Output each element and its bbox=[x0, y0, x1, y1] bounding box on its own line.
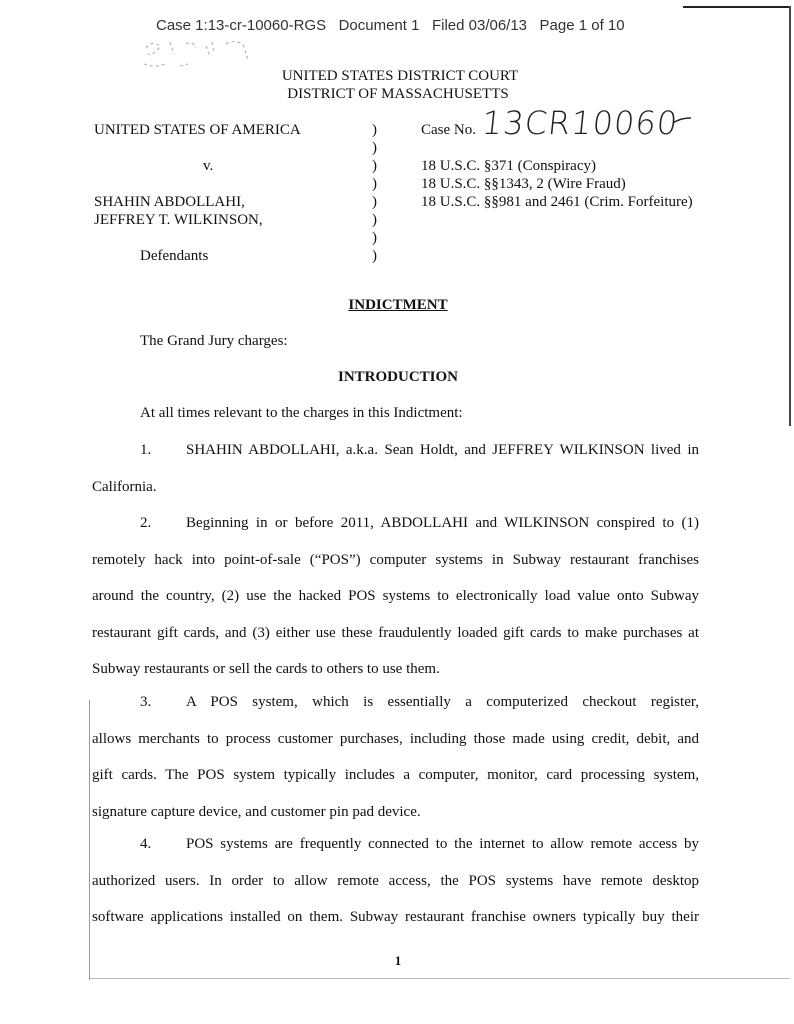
scan-edge-top bbox=[683, 6, 791, 8]
caption-paren: ) bbox=[372, 212, 377, 228]
paragraph-number: 2. bbox=[140, 515, 152, 531]
charge-forfeiture: 18 U.S.C. §§981 and 2461 (Crim. Forfeiture) bbox=[421, 194, 693, 210]
handwritten-dash-icon bbox=[672, 116, 692, 126]
paragraph-line: SHAHIN ABDOLLAHI, a.k.a. Sean Holdt, and JEFFREY WILKINSON lived in bbox=[186, 442, 699, 458]
court-district: DISTRICT OF MASSACHUSETTS bbox=[287, 86, 509, 102]
page-number: 1 bbox=[394, 953, 402, 968]
paragraph-2 bbox=[92, 505, 699, 688]
paragraph-3 bbox=[92, 684, 699, 830]
defendants-label: Defendants bbox=[140, 248, 209, 264]
charge-wire-fraud: 18 U.S.C. §§1343, 2 (Wire Fraud) bbox=[421, 176, 626, 192]
caption-paren: ) bbox=[372, 230, 377, 246]
paragraph-line: restaurant gift cards, and (3) either use these fraudulently loaded gift cards to make purchases at bbox=[92, 624, 699, 641]
paragraph-line: gift cards. The POS system typically includes a computer, monitor, card processing system, bbox=[92, 767, 699, 783]
caption-paren: ) bbox=[372, 176, 377, 192]
caption-paren: ) bbox=[372, 122, 377, 138]
case-header: Case 1:13-cr-10060-RGS Document 1 Filed 03/06/13 Page 1 of 10 bbox=[156, 17, 625, 34]
case-number-label: Case No. bbox=[421, 122, 476, 138]
caption-paren: ) bbox=[372, 158, 377, 174]
paragraph-number: 1. bbox=[140, 442, 152, 458]
caption-paren: ) bbox=[372, 140, 377, 156]
paragraph-line: allows merchants to process customer purchases, including those made using credit, debit, and bbox=[92, 730, 699, 747]
defendant-1: SHAHIN ABDOLLAHI, bbox=[94, 194, 245, 210]
plaintiff-name: UNITED STATES OF AMERICA bbox=[94, 122, 301, 138]
court-name: UNITED STATES DISTRICT COURT bbox=[281, 68, 519, 84]
paragraph-number: 3. bbox=[140, 694, 152, 710]
paragraph-1 bbox=[92, 432, 699, 505]
defendant-2: JEFFREY T. WILKINSON, bbox=[94, 212, 263, 228]
paragraph-line: California. bbox=[92, 478, 157, 495]
paragraph-4 bbox=[92, 826, 699, 936]
paragraph-line: signature capture device, and customer pin pad device. bbox=[92, 803, 421, 820]
caption-paren: ) bbox=[372, 248, 377, 264]
paragraph-line: around the country, (2) use the hacked POS systems to electronically load value onto Subway bbox=[92, 588, 699, 604]
scan-edge-bottom bbox=[90, 978, 790, 979]
paragraph-line: A POS system, which is essentially a computerized checkout register, bbox=[186, 694, 699, 710]
paragraph-line: authorized users. In order to allow remote access, the POS systems have remote desktop bbox=[92, 872, 699, 889]
caption-paren: ) bbox=[372, 194, 377, 210]
grand-jury-statement: The Grand Jury charges: bbox=[140, 333, 288, 349]
charge-conspiracy: 18 U.S.C. §371 (Conspiracy) bbox=[421, 158, 596, 174]
section-heading: INTRODUCTION bbox=[337, 369, 458, 385]
paragraph-line: Beginning in or before 2011, ABDOLLAHI and WILKINSON conspired to (1) bbox=[186, 515, 699, 531]
case-number-handwritten: 13CR10060 bbox=[480, 104, 681, 142]
intro-line: At all times relevant to the charges in this Indictment: bbox=[140, 405, 463, 421]
paragraph-line: software applications installed on them. Subway restaurant franchise owners typically buy their bbox=[92, 909, 699, 925]
paragraph-number: 4. bbox=[140, 836, 152, 852]
paragraph-line: POS systems are frequently connected to the internet to allow remote access by bbox=[186, 836, 699, 852]
versus-label: v. bbox=[203, 158, 214, 174]
paragraph-line: remotely hack into point-of-sale (“POS”) computer systems in Subway restaurant franchises bbox=[92, 551, 699, 568]
scan-edge-left bbox=[89, 700, 90, 980]
document-title: INDICTMENT bbox=[348, 297, 448, 313]
paragraph-line: Subway restaurants or sell the cards to others to use them. bbox=[92, 661, 440, 677]
